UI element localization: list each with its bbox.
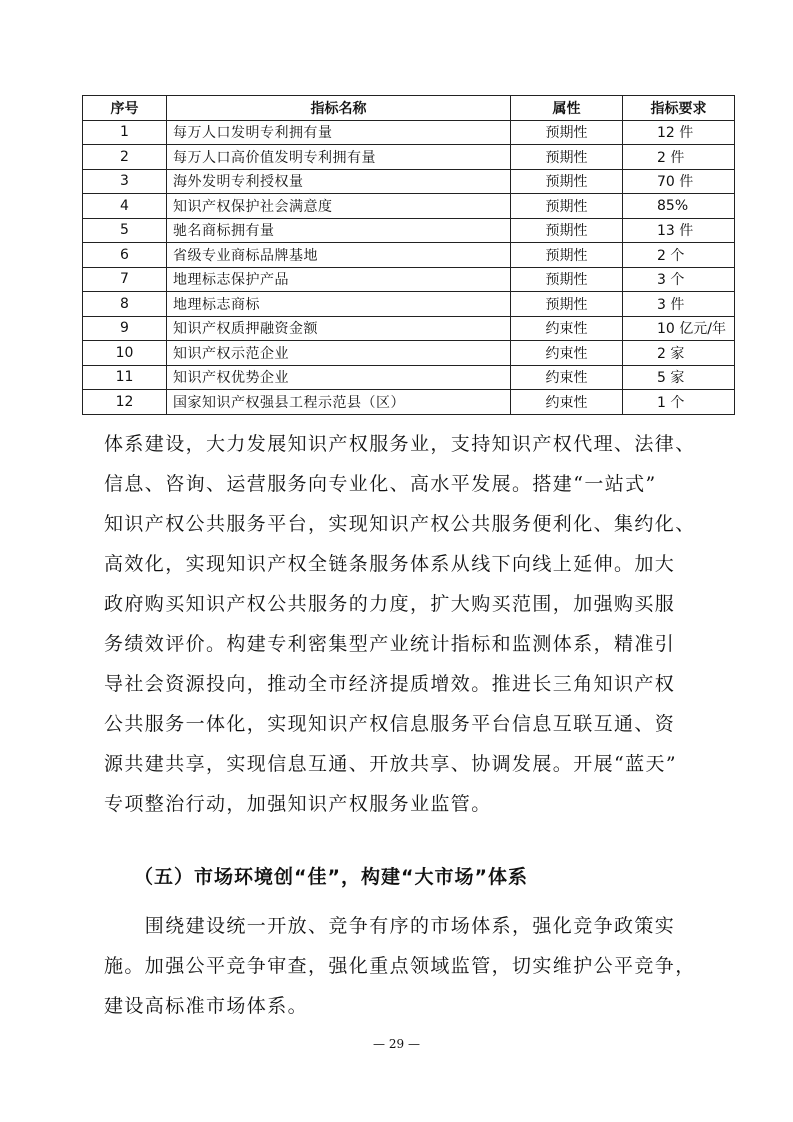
row-requirement: 70 件 <box>623 169 735 194</box>
row-requirement: 13 件 <box>623 218 735 243</box>
row-attribute: 预期性 <box>511 243 623 268</box>
row-indicator-name: 每万人口发明专利拥有量 <box>167 120 511 145</box>
table-row <box>83 218 735 243</box>
indicator-table <box>82 95 735 415</box>
text-line: 务绩效评价。构建专利密集型产业统计指标和监测体系，精准引 <box>104 633 676 655</box>
row-index: 10 <box>83 341 167 366</box>
row-attribute: 预期性 <box>511 218 623 243</box>
table-row <box>83 341 735 366</box>
header-indicator-name: 指标名称 <box>167 96 511 121</box>
table-row <box>83 292 735 317</box>
text-line: 围绕建设统一开放、竞争有序的市场体系，强化竞争政策实 <box>104 915 676 937</box>
row-requirement: 1 个 <box>623 390 735 415</box>
table-row <box>83 365 735 390</box>
table-row <box>83 120 735 145</box>
row-index: 8 <box>83 292 167 317</box>
table-row <box>83 267 735 292</box>
section-heading: （五）市场环境创“佳”，构建“大市场”体系 <box>134 866 528 888</box>
row-index: 12 <box>83 390 167 415</box>
row-attribute: 约束性 <box>511 341 623 366</box>
row-requirement: 3 件 <box>623 292 735 317</box>
row-index: 9 <box>83 316 167 341</box>
row-requirement: 10 亿元/年 <box>623 316 735 341</box>
header-attribute: 属性 <box>511 96 623 121</box>
row-index: 6 <box>83 243 167 268</box>
text-line: 信息、咨询、运营服务向专业化、高水平发展。搭建“一站式” <box>104 473 657 495</box>
text-line: 高效化，实现知识产权全链条服务体系从线下向线上延伸。加大 <box>104 553 676 575</box>
row-indicator-name: 地理标志商标 <box>167 292 511 317</box>
row-index: 3 <box>83 169 167 194</box>
text-line: 体系建设，大力发展知识产权服务业，支持知识产权代理、法律、 <box>104 433 696 455</box>
row-requirement: 12 件 <box>623 120 735 145</box>
row-requirement: 2 家 <box>623 341 735 366</box>
row-index: 11 <box>83 365 167 390</box>
text-line: 源共建共享，实现信息互通、开放共享、协调发展。开展“蓝天” <box>104 753 678 775</box>
row-index: 7 <box>83 267 167 292</box>
row-requirement: 85% <box>623 194 735 219</box>
table-row <box>83 169 735 194</box>
row-indicator-name: 国家知识产权强县工程示范县（区） <box>167 390 511 415</box>
row-indicator-name: 知识产权示范企业 <box>167 341 511 366</box>
row-attribute: 预期性 <box>511 194 623 219</box>
text-line: 政府购买知识产权公共服务的力度，扩大购买范围，加强购买服 <box>104 593 676 615</box>
row-index: 5 <box>83 218 167 243</box>
row-attribute: 预期性 <box>511 267 623 292</box>
table-row <box>83 243 735 268</box>
header-index: 序号 <box>83 96 167 121</box>
text-line: 建设高标准市场体系。 <box>104 995 309 1017</box>
text-line: 导社会资源投向，推动全市经济提质增效。推进长三角知识产权 <box>104 673 676 695</box>
table-row <box>83 390 735 415</box>
row-indicator-name: 地理标志保护产品 <box>167 267 511 292</box>
row-indicator-name: 知识产权保护社会满意度 <box>167 194 511 219</box>
row-attribute: 预期性 <box>511 120 623 145</box>
text-line: 公共服务一体化，实现知识产权信息服务平台信息互联互通、资 <box>104 713 676 735</box>
text-line: 专项整治行动，加强知识产权服务业监管。 <box>104 793 492 815</box>
row-indicator-name: 知识产权质押融资金额 <box>167 316 511 341</box>
header-requirement: 指标要求 <box>623 96 735 121</box>
row-index: 4 <box>83 194 167 219</box>
row-indicator-name: 驰名商标拥有量 <box>167 218 511 243</box>
row-attribute: 预期性 <box>511 145 623 170</box>
row-indicator-name: 每万人口高价值发明专利拥有量 <box>167 145 511 170</box>
row-attribute: 预期性 <box>511 169 623 194</box>
row-requirement: 2 个 <box>623 243 735 268</box>
paragraph-1 <box>104 424 696 824</box>
row-index: 2 <box>83 145 167 170</box>
row-attribute: 约束性 <box>511 390 623 415</box>
row-indicator-name: 海外发明专利授权量 <box>167 169 511 194</box>
row-index: 1 <box>83 120 167 145</box>
row-attribute: 约束性 <box>511 365 623 390</box>
page-number: — 29 — <box>373 1037 420 1051</box>
row-requirement: 2 件 <box>623 145 735 170</box>
row-attribute: 预期性 <box>511 292 623 317</box>
table-row <box>83 194 735 219</box>
paragraph-2 <box>104 906 696 1026</box>
text-line: 知识产权公共服务平台，实现知识产权公共服务便利化、集约化、 <box>104 513 696 535</box>
row-attribute: 约束性 <box>511 316 623 341</box>
row-requirement: 5 家 <box>623 365 735 390</box>
row-indicator-name: 知识产权优势企业 <box>167 365 511 390</box>
table-header-row <box>83 96 735 121</box>
text-line: 施。加强公平竞争审查，强化重点领域监管，切实维护公平竞争， <box>104 955 696 977</box>
table-row <box>83 316 735 341</box>
row-indicator-name: 省级专业商标品牌基地 <box>167 243 511 268</box>
row-requirement: 3 个 <box>623 267 735 292</box>
table-row <box>83 145 735 170</box>
